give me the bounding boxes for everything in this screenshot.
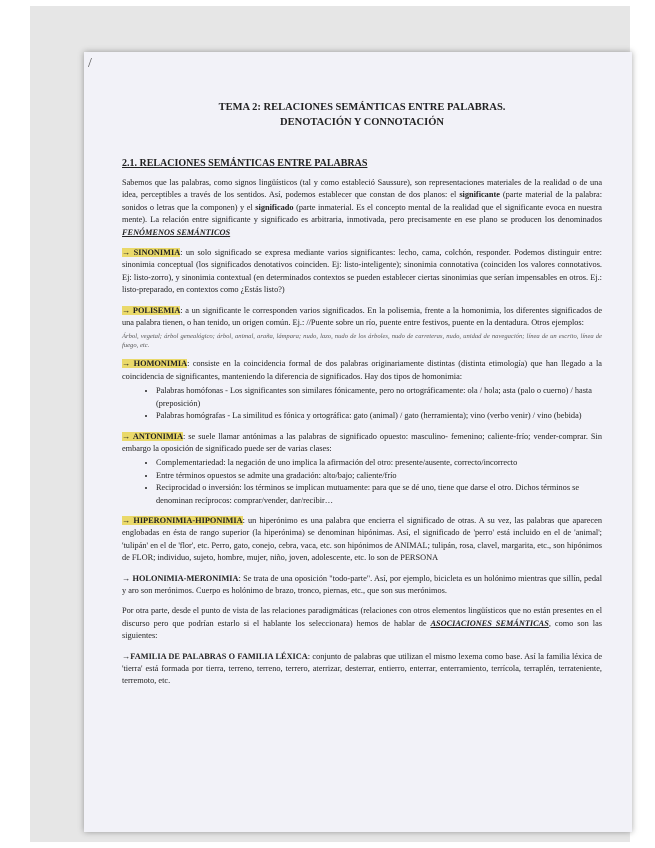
intro-text-2: (parte material de la palabra: sonidos o letras que la componen) y el xyxy=(122,190,603,212)
antonimia-list xyxy=(140,457,602,507)
hiperonimia-paragraph xyxy=(122,515,602,565)
term-significado: significado xyxy=(255,202,294,212)
intro-paragraph xyxy=(122,177,602,239)
holonimia-heading: → HOLONIMIA-MERONIMIA xyxy=(122,573,239,583)
homonimia-list xyxy=(140,385,602,422)
intro-text-1: Sabemos que las palabras, como signos lingüísticos (tal y como estableció Saussure), son representaciones materiales de la realidad o de una idea, perceptibles a través de los sentidos. Así, podemos establecer que constan de dos planos: el xyxy=(122,178,602,200)
familia-paragraph xyxy=(122,651,602,688)
polisemia-examples: Árbol, vegetal; árbol genealógico; árbol, animal, araña, lámpara; nudo, lazo, nudo de los árboles, nudo de carreteras, nudo, unidad de navegación; línea de un escrito, línea de fuego, etc. xyxy=(122,333,602,350)
list-item: • Complementariedad: la negación de uno implica la afirmación del otro: presente/ausente, correcto/incorrecto xyxy=(156,457,602,469)
holonimia-text: : Se trata de una oposición "todo-parte". Así, por ejemplo, bicicleta es un holónimo mientras que sillín, pedal y aro son merónimos. Cuerpo es holónimo de brazo, tronco, piernas, etc., que son sus merónimos. xyxy=(122,573,602,595)
asociaciones-text-2: , como son las siguientes: xyxy=(122,618,602,641)
polisemia-paragraph xyxy=(122,305,602,330)
antonimia-text: : se suele llamar antónimas a las palabras de significado opuesto: masculino- femenino; caliente-frío; vender-comprar. Sin embargo la oposición de significado puede ser de varias clases: xyxy=(122,431,602,453)
polisemia-heading: → POLISEMIA xyxy=(122,305,181,315)
familia-heading: →FAMILIA DE PALABRAS O FAMILIA LÉXICA xyxy=(122,651,308,661)
list-item: • Palabras homófonas - Los significantes son similares fónicamente, pero no ortográficamente: ola / hola; asta (palo o cuerno) / hasta (preposición) xyxy=(156,385,602,410)
sinonimia-heading: → SINONIMIA xyxy=(122,248,181,258)
sinonimia-text: : un solo significado se expresa mediante varios significantes: lecho, cama, colchón, responder. Podemos distinguir entre: sinonimia conceptual (los significados denotativos coinciden. Ej: listo-inteligente); sinonimia connotativa (coinciden los valores connotativos. Ej: listo-zorro), y sinonimia contextual (en determinados contextos se pueden establecer ciertas sinonimias que serían impensables en otros. Ej.: listo-preparado, en contextos como ¿Estás listo?) xyxy=(122,248,602,295)
polisemia-text: : a un significante le corresponden varios significados. En la polisemia, frente a la homonimia, los diferentes significados de una palabra tienen, o han tenido, un origen común. Ej.: //Puente sobre un río, puente entre festivos, puente en la dentadura. Otros ejemplos: xyxy=(122,305,602,328)
term-fenomenos-semanticos: FENÓMENOS SEMÁNTICOS xyxy=(122,227,231,237)
familia-text: : conjunto de palabras que utilizan el mismo lexema como base. Así la familia léxica de 'tierra' está formada por tierra, terreno, terreno, terrero, aterrizar, desterrar, entierro, enterrar, enterramiento, terrícola, terraplén, terrateniente, terremoto, etc. xyxy=(122,651,602,686)
document-page xyxy=(84,52,632,832)
term-significante: significante xyxy=(459,190,500,200)
section-heading: 2.1. RELACIONES SEMÁNTICAS ENTRE PALABRAS xyxy=(122,158,368,169)
document-body xyxy=(122,100,602,688)
list-item: • Entre términos opuestos se admite una gradación: alto/bajo; caliente/frío xyxy=(156,470,602,482)
homonimia-heading: → HOMONIMIA xyxy=(122,359,188,369)
asociaciones-paragraph xyxy=(122,605,602,642)
term-asociaciones-semanticas: ASOCIACIONES SEMÁNTICAS xyxy=(430,618,549,628)
hiperonimia-text: : un hiperónimo es una palabra que encierra el significado de otras. A su vez, las palabras que aparecen englobadas en ésta de rango superior (la hiperónima) se denominan hipónimas. Así, el significado de 'perro' está incluido en el de 'animal'; 'tulipán' en el de 'flor', etc. Perro, gato, conejo, cebra, vaca, etc. son hipónimos de ANIMAL; tulipán, rosa, clavel, margarita, etc., son hipónimos de FLOR; individuo, sujeto, hombre, mujer, niño, joven, adolescente, etc. lo son de PERSONA xyxy=(122,515,603,563)
pen-mark: / xyxy=(88,56,92,71)
intro-text-3: (parte inmaterial. Es el concepto mental de la realidad que el significante evoca en nuestra mente). La relación entre significante y significado es arbitraria, inmotivada, pero precisamente en ese plano se producen los denominados xyxy=(122,202,602,225)
homonimia-text: : consiste en la coincidencia formal de dos palabras originariamente distintas (distinta etimología) que han llegado a la coincidencia de significantes, manteniendo la diferencia de significados. Hay dos tipos de homonimia: xyxy=(122,359,602,381)
list-item: • Palabras homógrafas - La similitud es fónica y ortográfica: gato (animal) / gato (herramienta); vino (verbo venir) / vino (bebida) xyxy=(156,410,602,422)
list-item: • Reciprocidad o inversión: los términos se implican mutuamente: para que se dé uno, tiene que darse el otro. Dichos términos se denominan recíprocos: comprar/vender, dar/recibir… xyxy=(156,482,602,507)
antonimia-paragraph xyxy=(122,431,602,456)
title-line-2: DENOTACIÓN Y CONNOTACIÓN xyxy=(280,117,444,128)
hiperonimia-heading: → HIPERONIMIA-HIPONIMIA xyxy=(122,515,243,525)
homonimia-paragraph xyxy=(122,358,602,383)
document-title xyxy=(122,100,602,130)
title-line-1: TEMA 2: RELACIONES SEMÁNTICAS ENTRE PALABRAS. xyxy=(218,102,506,113)
sinonimia-paragraph xyxy=(122,247,602,297)
holonimia-paragraph xyxy=(122,573,602,598)
antonimia-heading: → ANTONIMIA xyxy=(122,431,183,441)
asociaciones-text-1: Por otra parte, desde el punto de vista de las relaciones paradigmáticas (relaciones con otros elementos lingüísticos que no están presentes en el discurso pero que podrían estarlo si el hablante los seleccionara) hemos de hablar de xyxy=(122,606,602,628)
